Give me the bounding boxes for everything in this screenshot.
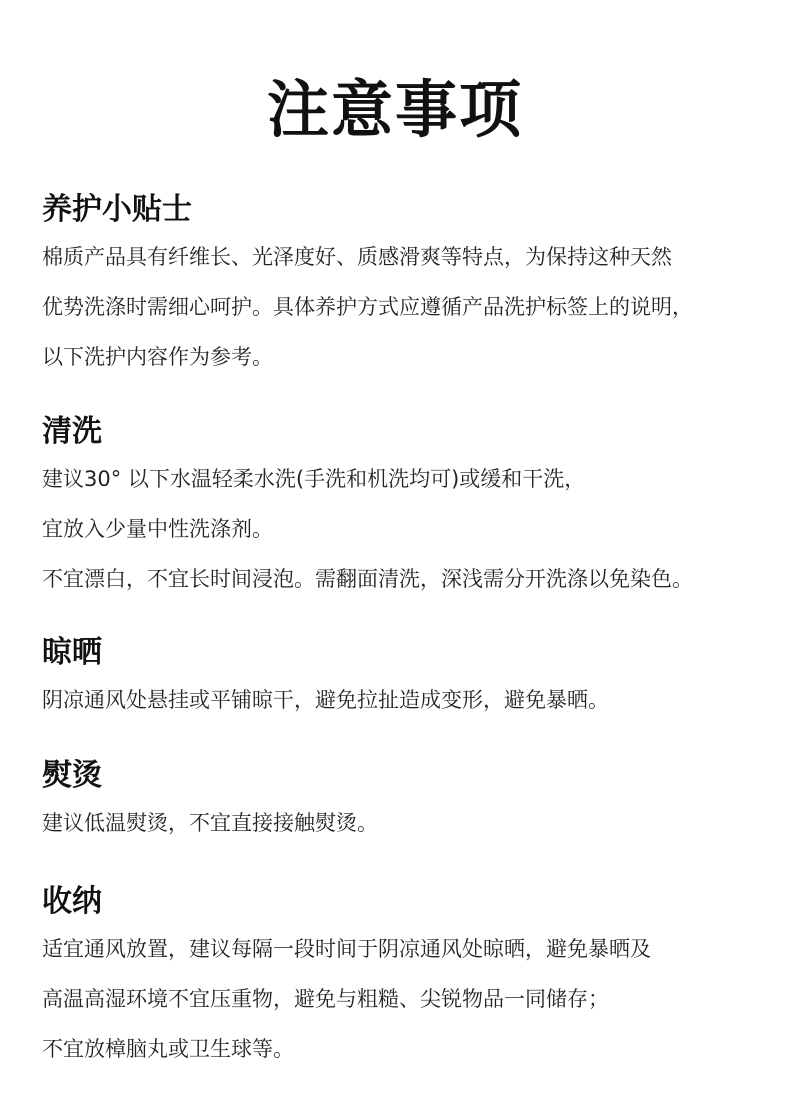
section-washing [42,412,782,604]
text-line: 优势洗涤时需细心呵护。具体养护方式应遵循产品洗护标签上的说明， [42,295,693,319]
section-heading-care-tips: 养护小贴士 [42,192,192,227]
text-line: 阴凉通风处悬挂或平铺晾干，避免拉扯造成变形，避免暴晒。 [42,688,609,712]
drying-text [42,675,782,725]
text-line: 不宜漂白，不宜长时间浸泡。需翻面清洗，深浅需分开洗涤以免染色。 [42,567,693,591]
section-heading-storage: 收纳 [42,884,102,919]
page-title: 注意事项 [266,73,523,146]
text-line: 以下洗护内容作为参考。 [42,345,273,369]
section-heading-drying: 晾晒 [42,635,102,670]
ironing-text [42,798,782,848]
text-line: 宜放入少量中性洗涤剂。 [42,517,273,541]
text-line: 建议30° 以下水温轻柔水洗(手洗和机洗均可)或缓和干洗， [42,467,586,491]
text-line: 不宜放樟脑丸或卫生球等。 [42,1037,294,1061]
section-ironing [42,756,782,848]
section-storage [42,882,782,1074]
care-tips-text [42,232,782,382]
section-drying [42,633,782,725]
section-heading-washing: 清洗 [42,414,102,449]
text-line: 适宜通风放置，建议每隔一段时间于阴凉通风处晾晒，避免暴晒及 [42,937,651,961]
text-line: 高温高湿环境不宜压重物，避免与粗糙、尖锐物品一同储存； [42,987,609,1011]
section-heading-ironing: 熨烫 [42,758,102,793]
storage-text [42,924,782,1074]
text-line: 建议低温熨烫，不宜直接接触熨烫。 [42,811,378,835]
text-line: 棉质产品具有纤维长、光泽度好、质感滑爽等特点，为保持这种天然 [42,245,672,269]
section-care-tips [42,190,782,382]
washing-text [42,454,782,604]
